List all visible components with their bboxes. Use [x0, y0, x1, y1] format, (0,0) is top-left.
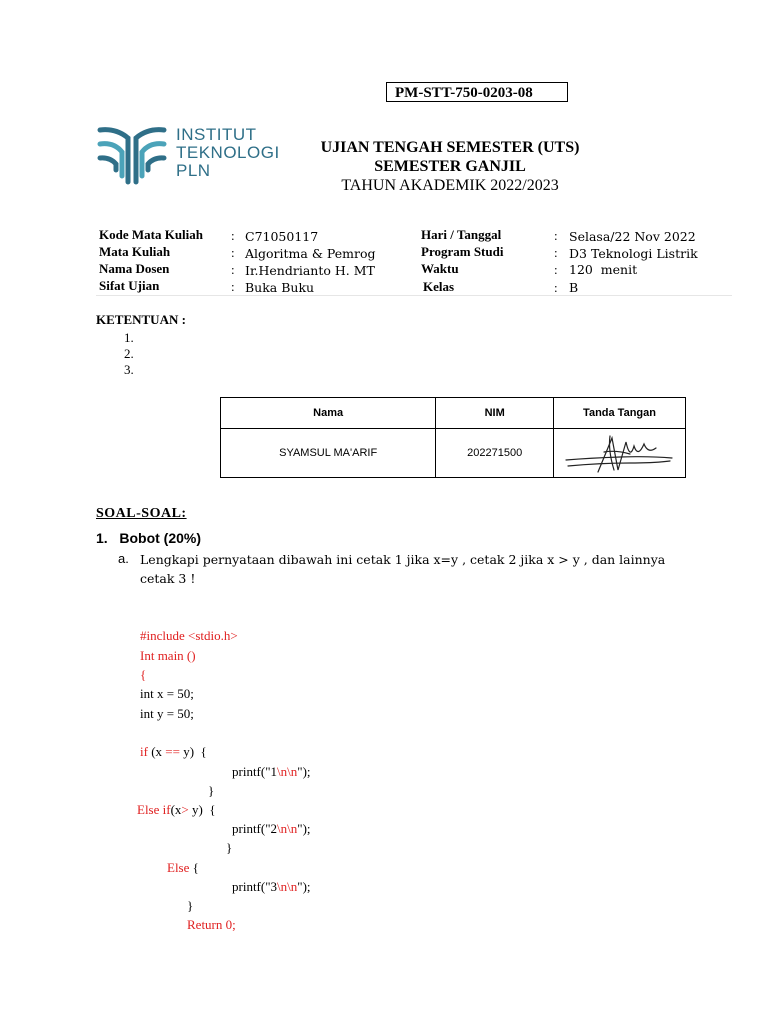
- value-kode-mata-kuliah: C71050117: [245, 229, 319, 244]
- code-printf-3: [232, 879, 311, 894]
- label-kode-mata-kuliah: Kode Mata Kuliah: [99, 227, 204, 242]
- title-line-2: SEMESTER GANJIL: [374, 158, 526, 175]
- question-weight: Bobot (20%): [119, 530, 202, 546]
- question-number: 1.: [96, 530, 108, 546]
- code-main: Int main (): [140, 648, 196, 663]
- table-row: [221, 429, 686, 478]
- code-int-y: int y = 50;: [140, 706, 194, 721]
- colon: :: [231, 245, 235, 260]
- value-hari-tanggal: Selasa/22 Nov 2022: [569, 229, 696, 244]
- code-operator: ==: [165, 744, 180, 759]
- code-else-if-line: [137, 802, 216, 817]
- value-mata-kuliah: Algoritma & Pemrog: [245, 246, 376, 261]
- code-text: printf(": [232, 821, 271, 836]
- code-text: y) {: [188, 802, 216, 817]
- code-else-keyword: Else: [167, 860, 190, 875]
- code-printf-1: [232, 764, 311, 779]
- code-else-if-keyword: Else if: [137, 802, 171, 817]
- ketentuan-heading: KETENTUAN :: [96, 312, 186, 327]
- value-sifat-ujian: Buka Buku: [245, 280, 315, 295]
- exam-title: [270, 138, 630, 195]
- code-text: 3: [270, 879, 278, 894]
- value-waktu: 120 menit: [569, 262, 638, 277]
- label-hari-tanggal: Hari / Tanggal: [421, 227, 502, 242]
- code-escape: \n\n: [277, 764, 298, 779]
- document-code: PM-STT-750-0203-08: [386, 82, 568, 102]
- question-1-title: [96, 530, 201, 546]
- header-nama: Nama: [221, 398, 436, 429]
- code-text: 1: [270, 764, 278, 779]
- institut-logo-icon: [96, 124, 172, 186]
- colon: :: [554, 262, 558, 277]
- sub-question-letter: a.: [118, 551, 129, 566]
- label-waktu: Waktu: [421, 261, 459, 276]
- code-text: printf(": [232, 879, 271, 894]
- code-else-line: [167, 860, 199, 875]
- title-line-1: UJIAN TENGAH SEMESTER (UTS): [320, 139, 580, 156]
- ketentuan-item-2: 2.: [124, 346, 134, 361]
- code-close-brace: }: [187, 898, 194, 913]
- code-text: printf(": [232, 764, 271, 779]
- code-close-brace: }: [226, 840, 233, 855]
- logo-line-2: TEKNOLOGI: [176, 143, 280, 162]
- code-escape: \n\n: [277, 879, 298, 894]
- code-text: ");: [297, 821, 311, 836]
- colon: :: [231, 279, 235, 294]
- colon: :: [554, 245, 558, 260]
- code-printf-2: [232, 821, 311, 836]
- code-int-x: int x = 50;: [140, 686, 194, 701]
- colon: :: [231, 228, 235, 243]
- header-tanda-tangan: Tanda Tangan: [554, 398, 686, 429]
- soal-heading: SOAL-SOAL:: [96, 506, 187, 521]
- code-return: Return 0;: [187, 917, 236, 932]
- divider: [96, 295, 732, 296]
- colon: :: [231, 262, 235, 277]
- code-escape: \n\n: [277, 821, 298, 836]
- handwritten-signature-icon: [560, 430, 680, 474]
- code-text: 2: [270, 821, 278, 836]
- label-nama-dosen: Nama Dosen: [99, 261, 170, 276]
- code-close-brace: }: [208, 783, 215, 798]
- sub-question-text: Lengkapi pernyataan dibawah ini cetak 1 jika x=y , cetak 2 jika x > y , dan lainnya cetak 3 !: [140, 552, 666, 586]
- logo-text: [176, 126, 280, 180]
- colon: :: [554, 280, 558, 295]
- code-include: #include <stdio.h>: [140, 628, 238, 643]
- logo-line-3: PLN: [176, 161, 211, 180]
- value-kelas: B: [569, 280, 579, 295]
- label-kelas: Kelas: [423, 279, 455, 294]
- header-nim: NIM: [436, 398, 554, 429]
- ketentuan-item-3: 3.: [124, 362, 134, 377]
- code-text: (x: [147, 744, 166, 759]
- colon: :: [554, 228, 558, 243]
- logo-line-1: INSTITUT: [176, 125, 257, 144]
- value-program-studi: D3 Teknologi Listrik: [569, 246, 698, 261]
- code-text: ");: [297, 764, 311, 779]
- label-sifat-ujian: Sifat Ujian: [99, 278, 160, 293]
- cell-signature: [554, 429, 686, 478]
- value-nama-dosen: Ir.Hendrianto H. MT: [245, 263, 375, 278]
- label-mata-kuliah: Mata Kuliah: [99, 244, 171, 259]
- cell-nim: 202271500: [436, 429, 554, 478]
- title-line-3: TAHUN AKADEMIK 2022/2023: [341, 177, 559, 194]
- signature-table: [220, 397, 686, 478]
- code-text: ");: [297, 879, 311, 894]
- code-operator: >: [181, 802, 189, 817]
- code-open-brace: {: [140, 667, 147, 682]
- code-if-line: [140, 744, 207, 759]
- ketentuan-item-1: 1.: [124, 330, 134, 345]
- cell-nama: SYAMSUL MA'ARIF: [221, 429, 436, 478]
- code-text: (x: [170, 802, 182, 817]
- label-program-studi: Program Studi: [421, 244, 504, 259]
- table-header-row: [221, 398, 686, 429]
- code-text: y) {: [179, 744, 207, 759]
- code-text: {: [189, 860, 199, 875]
- code-if-keyword: if: [140, 744, 148, 759]
